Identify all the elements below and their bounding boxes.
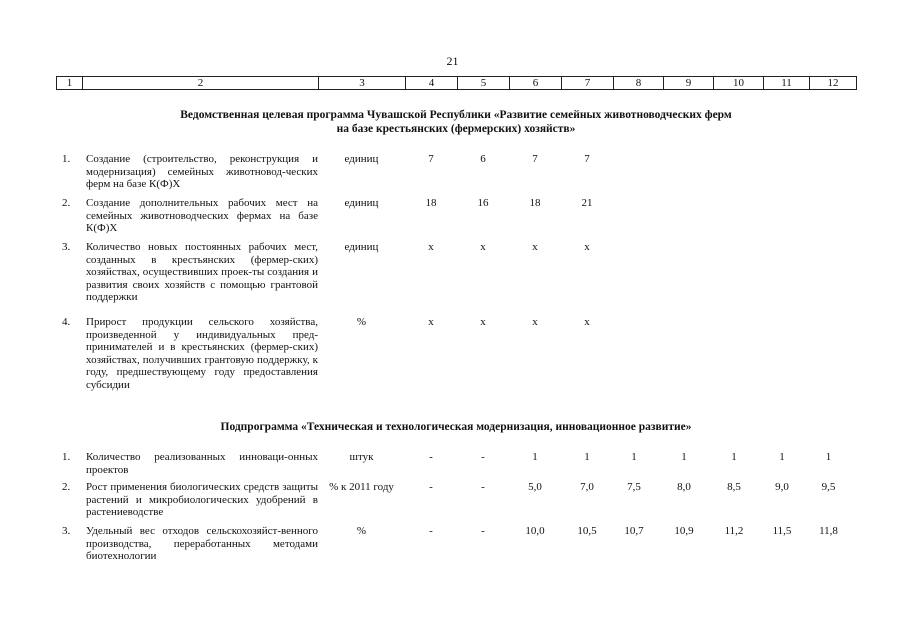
- value-cell: x: [428, 241, 434, 253]
- row-number: 3.: [62, 525, 71, 537]
- value-cell: 10,9: [674, 525, 694, 537]
- value-cell: 10,0: [525, 525, 545, 537]
- row-number: 1.: [62, 451, 71, 463]
- value-cell: 11,2: [724, 525, 744, 537]
- value-cell: 1: [825, 451, 832, 463]
- column-number: 4: [406, 77, 458, 90]
- unit-of-measure: %: [356, 525, 367, 537]
- value-cell: 1: [681, 451, 687, 463]
- value-cell: 10,5: [577, 525, 597, 537]
- value-cell: 18: [425, 197, 437, 209]
- column-number: 10: [714, 77, 764, 90]
- unit-of-measure: единиц: [344, 241, 379, 253]
- column-number: 5: [458, 77, 510, 90]
- unit-of-measure: единиц: [344, 153, 379, 165]
- indicator-name: Количество новых постоянных рабочих мест, созданных в крестьянских (фермер-ских) хозяйствах, осуществивших проек-ты создания и развития своих хозяйств с помощью грантовой поддержки: [86, 241, 318, 303]
- column-number: 7: [562, 77, 614, 90]
- value-cell: -: [429, 481, 433, 493]
- value-cell: 9,5: [821, 481, 836, 493]
- value-cell: x: [480, 316, 486, 328]
- indicator-name: Количество реализованных инноваци-онных проектов: [86, 451, 318, 476]
- value-cell: 18: [529, 197, 541, 209]
- value-cell: 7: [584, 153, 590, 165]
- value-cell: -: [429, 451, 433, 463]
- row-number: 4.: [62, 316, 71, 328]
- indicator-name: Прирост продукции сельского хозяйства, произведенной у индивидуальных пред-принимателей и в крестьянских (фермер-ских) хозяйствах, получивших грантовую поддержку, к году, предшествующему году предоставления субсидии: [86, 316, 318, 391]
- row-number: 1.: [62, 153, 71, 165]
- column-number: 11: [764, 77, 810, 90]
- value-cell: 7: [532, 153, 538, 165]
- column-number-header: [56, 76, 857, 90]
- column-number: 12: [810, 77, 857, 90]
- value-cell: 5,0: [528, 481, 542, 493]
- value-cell: 7,0: [580, 481, 594, 493]
- unit-of-measure: %: [356, 316, 367, 328]
- section-title-line: Подпрограмма «Техническая и технологическая модернизация, инновационное развитие»: [220, 421, 692, 433]
- value-cell: 9,0: [775, 481, 789, 493]
- value-cell: 1: [584, 451, 590, 463]
- column-number: 6: [510, 77, 562, 90]
- value-cell: 7,5: [627, 481, 641, 493]
- value-cell: x: [584, 241, 590, 253]
- row-number: 2.: [62, 481, 71, 493]
- section-title-line: Ведомственная целевая программа Чувашской Республики «Развитие семейных животноводческих ферм: [180, 109, 732, 121]
- column-number: 9: [664, 77, 714, 90]
- value-cell: x: [480, 241, 486, 253]
- unit-of-measure: единиц: [344, 197, 379, 209]
- section-title: [56, 108, 856, 136]
- value-cell: -: [481, 451, 485, 463]
- column-number: 3: [319, 77, 406, 90]
- value-cell: 16: [477, 197, 489, 209]
- unit-of-measure: штук: [349, 451, 374, 463]
- value-cell: -: [481, 481, 485, 493]
- unit-of-measure: % к 2011 году: [329, 481, 394, 493]
- page-number: 21: [446, 54, 459, 68]
- indicator-name: Создание (строительство, реконструкция и модернизация) семейных животновод-ческих ферм на базе К(Ф)Х: [86, 153, 318, 190]
- indicator-name: Создание дополнительных рабочих мест на семейных животноводческих фермах на базе К(Ф)Х: [86, 197, 318, 234]
- column-number: 2: [83, 77, 319, 90]
- value-cell: 6: [480, 153, 486, 165]
- column-number: 8: [614, 77, 664, 90]
- section-title: [56, 420, 856, 434]
- value-cell: 1: [731, 451, 737, 463]
- value-cell: x: [532, 316, 538, 328]
- section-title-line: на базе крестьянских (фермерских) хозяйств»: [336, 123, 576, 135]
- indicator-name: Рост применения биологических средств защиты растений и микробиологических удобрений в растениеводстве: [86, 481, 318, 518]
- value-cell: 11,8: [819, 525, 838, 537]
- value-cell: x: [584, 316, 590, 328]
- value-cell: 21: [581, 197, 593, 209]
- value-cell: -: [429, 525, 433, 537]
- value-cell: 8,0: [677, 481, 691, 493]
- value-cell: 1: [532, 451, 538, 463]
- indicator-name: Удельный вес отходов сельскохозяйст-венного производства, переработанных методами биотехнологии: [86, 525, 318, 562]
- value-cell: 10,7: [624, 525, 644, 537]
- value-cell: 1: [779, 451, 785, 463]
- value-cell: 7: [428, 153, 434, 165]
- value-cell: 1: [631, 451, 637, 463]
- row-number: 2.: [62, 197, 71, 209]
- value-cell: x: [532, 241, 538, 253]
- value-cell: -: [481, 525, 485, 537]
- column-number: 1: [57, 77, 83, 90]
- value-cell: 8,5: [727, 481, 741, 493]
- row-number: 3.: [62, 241, 71, 253]
- value-cell: x: [428, 316, 434, 328]
- value-cell: 11,5: [772, 525, 792, 537]
